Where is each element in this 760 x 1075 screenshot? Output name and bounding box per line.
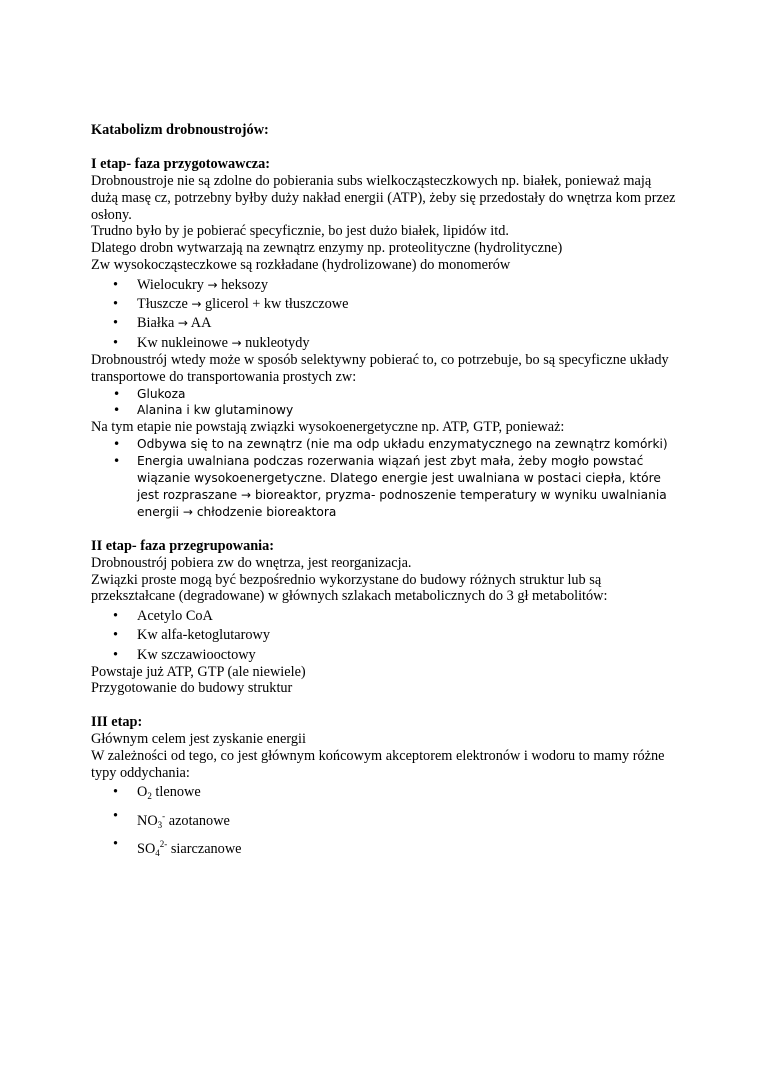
list-item: • Kw nukleinowe → nukleotydy (113, 334, 310, 351)
paragraph: Zw wysokocząsteczkowe są rozkładane (hydrolizowane) do monomerów (91, 257, 511, 274)
list-item: • Glukoza (113, 386, 186, 401)
list-item: • Energia uwalniana podczas rozerwania wiązań jest zbyt mała, żeby mogło powstać wiązanie wysokoenergetyczne. Dlatego energie jest uwalniana w postaci ciepła, które jest rozpraszane → bioreaktor, pryzma- podnoszenie temperatury w wyniku uwalniania energii → chłodzenie bioreaktora (113, 454, 667, 519)
arrow-icon: → (207, 277, 218, 292)
list-item: • Wielocukry → heksozy (113, 276, 268, 293)
arrow-icon: → (241, 488, 252, 503)
paragraph: Powstaje już ATP, GTP (ale niewiele) (91, 663, 306, 680)
chem-formula: $O_2$ (137, 784, 152, 802)
list-item: • Kw alfa-ketoglutarowy (113, 627, 270, 644)
bullet-icon: • (113, 627, 119, 644)
section-heading-etap-2: II etap- faza przegrupowania: (91, 537, 275, 554)
bullet-icon: • (113, 334, 119, 351)
paragraph: Drobnoustroje nie są zdolne do pobierania subs wielkocząsteczkowych np. białek, ponieważ mają dużą masę cz, potrzebny byłby duży nakład energii (ATP), żeby się przedostały do wnętrza kom przez osłony. (91, 172, 676, 223)
list-item: • $O_2$ tlenowe (113, 784, 201, 802)
chem-formula: $SO_4^{2-}$ (137, 839, 168, 859)
paragraph: Drobnoustrój wtedy może w sposób selektywny pobierać to, co potrzebuje, bo są specyficzne układy transportowe do transportowania prostych zw: (91, 351, 669, 385)
paragraph: Związki proste mogą być bezpośrednio wykorzystane do budowy różnych struktur lub są przekształcane (degradowane) w głównych szlakach metabolicznych do 3 gł metabolitów: (91, 571, 608, 605)
spacer (91, 139, 681, 156)
arrow-icon: → (191, 297, 202, 312)
bullet-icon: • (113, 646, 119, 663)
list-item: • Kw szczawiooctowy (113, 646, 256, 663)
document-title: Katabolizm drobnoustrojów: (91, 122, 269, 138)
bullet-icon: • (113, 386, 121, 401)
section-heading-etap-1: I etap- faza przygotowawcza: (91, 155, 271, 172)
bullet-icon: • (113, 296, 119, 313)
arrow-icon: → (182, 504, 193, 519)
arrow-icon: → (231, 335, 242, 350)
bullet-icon: • (113, 437, 121, 452)
list-item: • $SO_4^{2-}$ siarczanowe (113, 836, 242, 859)
bullet-icon: • (113, 607, 119, 624)
paragraph: Drobnoustrój pobiera zw do wnętrza, jest reorganizacja. (91, 554, 412, 571)
bullet-icon: • (113, 836, 119, 853)
section-heading-etap-3: III etap: (91, 714, 143, 731)
paragraph: Przygotowanie do budowy struktur (91, 680, 293, 697)
spacer (91, 697, 681, 714)
list-item: • Tłuszcze → glicerol + kw tłuszczowe (113, 296, 349, 313)
metabolites-list (91, 608, 681, 664)
arrow-icon: → (177, 316, 188, 331)
bullet-icon: • (113, 807, 119, 824)
paragraph: Trudno było by je pobierać specyficznie, bo jest dużo białek, lipidów itd. (91, 223, 509, 240)
monomer-list (91, 277, 681, 352)
bullet-icon: • (113, 784, 119, 801)
document-page (91, 122, 681, 862)
bullet-icon: • (113, 276, 119, 293)
spacer (91, 521, 681, 538)
list-item: • Alanina i kw glutaminowy (113, 403, 294, 418)
bullet-icon: • (113, 403, 121, 418)
reasons-list (91, 436, 681, 521)
bullet-icon: • (113, 315, 119, 332)
respiration-types-list (91, 784, 681, 862)
paragraph: W zależności od tego, co jest głównym końcowym akceptorem elektronów i wodoru to mamy różne typy oddychania: (91, 748, 665, 781)
list-item: • $NO_3^-$ azotanowe (113, 807, 230, 830)
paragraph: Dlatego drobn wytwarzają na zewnątrz enzymy np. proteolityczne (hydrolityczne) (91, 240, 563, 257)
list-item: • Acetylo CoA (113, 607, 213, 624)
list-item: • Białka → AA (113, 315, 212, 332)
list-item: • Odbywa się to na zewnątrz (nie ma odp układu enzymatycznego na zewnątrz komórki) (113, 437, 668, 452)
simple-compounds-list (91, 386, 681, 420)
chem-formula: $NO_3^-$ (137, 810, 166, 830)
paragraph: Na tym etapie nie powstają związki wysokoenergetyczne np. ATP, GTP, ponieważ: (91, 419, 565, 436)
paragraph: Głównym celem jest zyskanie energii (91, 731, 306, 748)
bullet-icon: • (113, 454, 121, 469)
